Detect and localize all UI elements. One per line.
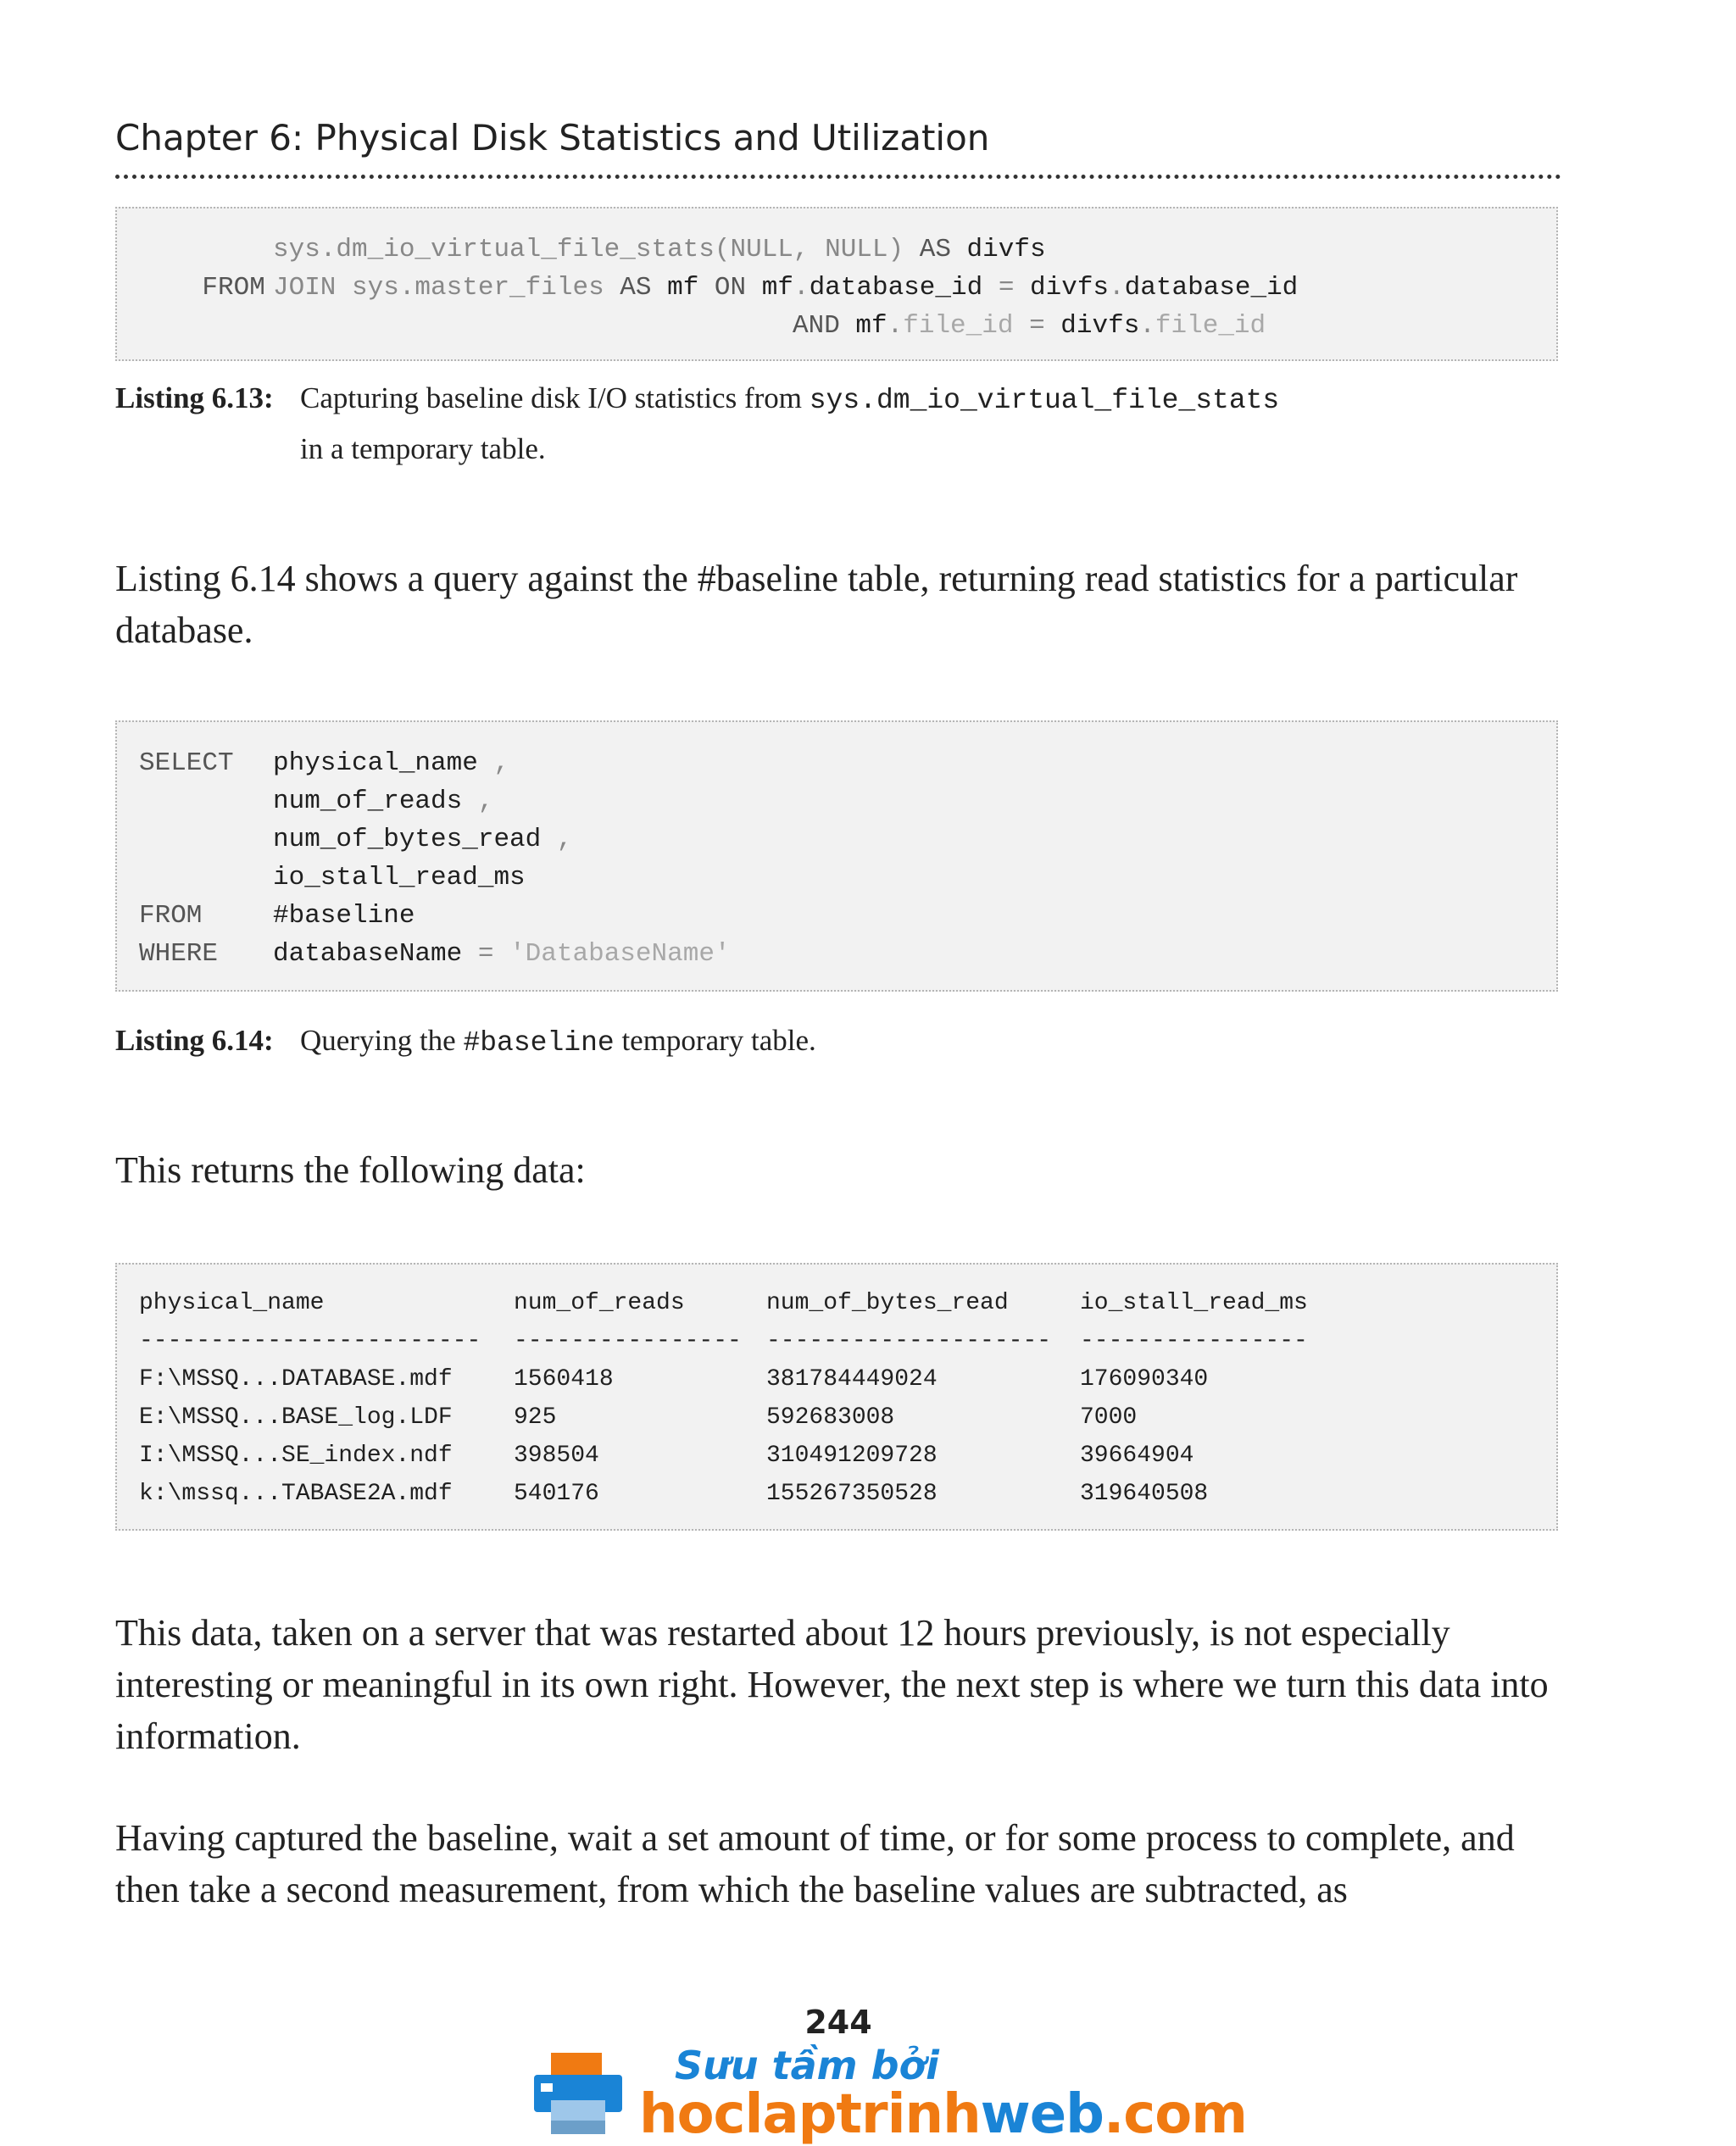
table-cell: 39664904: [1080, 1443, 1194, 1469]
code-fragment: divfs: [950, 235, 1046, 264]
code-block-listing-6-14: [115, 720, 1558, 992]
page-number: 244: [804, 2004, 872, 2041]
code-fragment: num_of_bytes_read: [273, 825, 542, 854]
table-separator: ----------------: [1080, 1328, 1308, 1354]
keyword-join: JOIN: [273, 273, 337, 303]
code-line-1-body: [273, 231, 1046, 269]
table-header-cell: num_of_reads: [514, 1290, 685, 1316]
table-cell: F:\MSSQ...DATABASE.mdf: [139, 1366, 453, 1393]
code-fragment: divfs: [1014, 273, 1110, 303]
listing-6-13-caption-text: [300, 381, 1279, 416]
chapter-title: Chapter 6: Physical Disk Statistics and Utilization: [115, 117, 990, 158]
chapter-rule: [115, 175, 1561, 179]
code-line: [139, 897, 202, 935]
table-cell: 319640508: [1080, 1481, 1209, 1507]
code-fragment: io_stall_read_ms: [273, 863, 526, 892]
table-header-cell: io_stall_read_ms: [1080, 1290, 1308, 1316]
table-separator: ------------------------: [139, 1328, 481, 1354]
results-table-block: [115, 1263, 1558, 1531]
table-cell: 155267350528: [766, 1481, 938, 1507]
keyword-select: SELECT: [139, 748, 234, 778]
caption-label: Listing 6.14:: [115, 1024, 274, 1057]
code-fragment: ,: [477, 787, 494, 816]
keyword-where: WHERE: [139, 939, 219, 969]
table-cell: I:\MSSQ...SE_index.ndf: [139, 1443, 453, 1469]
table-separator: ----------------: [514, 1328, 742, 1354]
code-line: [273, 897, 415, 935]
code-fragment: mf: [839, 311, 887, 341]
caption-code: sys.dm_io_virtual_file_stats: [809, 385, 1280, 416]
code-fragment: sys.master_files: [336, 273, 620, 303]
code-fragment: database_id: [1124, 273, 1299, 303]
listing-6-13-caption: [115, 381, 274, 415]
keyword-from: FROM: [139, 901, 203, 931]
code-fragment: databaseName: [273, 939, 463, 969]
code-line-1: [139, 231, 265, 345]
keyword-as: AS: [919, 235, 951, 264]
paragraph: Having captured the baseline, wait a set amount of time, or for some process to complete, and then take a second measurement, from which the baseline values are subtracted, as: [115, 1817, 1515, 1910]
table-cell: E:\MSSQ...BASE_log.LDF: [139, 1404, 453, 1431]
code-line-3: [793, 307, 1266, 345]
table-cell: 540176: [514, 1481, 599, 1507]
code-line: [273, 820, 572, 859]
table-cell: 7000: [1080, 1404, 1138, 1431]
watermark-site-part: hoclaptrinh: [639, 2083, 981, 2146]
table-cell: 310491209728: [766, 1443, 938, 1469]
watermark-logo: [532, 2043, 1247, 2146]
listing-6-13-caption-text-line2: in a temporary table.: [300, 432, 546, 465]
table-header-cell: num_of_bytes_read: [766, 1290, 1009, 1316]
code-line: [139, 935, 218, 973]
keyword-on: ON: [714, 273, 747, 303]
watermark-site: [639, 2083, 1247, 2146]
code-fragment: mf: [651, 273, 715, 303]
paragraph: This data, taken on a server that was restarted about 12 hours previously, is not especially interesting or meaningful in its own right. However, the next step is where we turn this data into information.: [115, 1612, 1549, 1757]
code-fragment: #baseline: [273, 901, 415, 931]
code-fragment: ,: [493, 748, 510, 778]
code-fragment: file_id: [903, 311, 1014, 341]
keyword-as: AS: [620, 273, 652, 303]
paragraph: Listing 6.14 shows a query against the #baseline table, returning read statistics for a particular database.: [115, 558, 1518, 651]
code-fragment: database_id: [809, 273, 999, 303]
code-fragment: num_of_reads: [273, 787, 463, 816]
table-cell: 1560418: [514, 1366, 614, 1393]
code-fragment: =: [1013, 311, 1061, 341]
code-line: [273, 782, 493, 820]
code-line: [273, 744, 509, 782]
code-line: [273, 935, 731, 973]
table-cell: k:\mssq...TABASE2A.mdf: [139, 1481, 453, 1507]
table-cell: 381784449024: [766, 1366, 938, 1393]
watermark-site-part: .com: [1103, 2083, 1247, 2146]
table-cell: 176090340: [1080, 1366, 1209, 1393]
table-separator: --------------------: [766, 1328, 1052, 1354]
paragraph: This returns the following data:: [115, 1149, 586, 1191]
keyword-and: AND: [793, 311, 840, 341]
code-fragment: =: [998, 273, 1015, 303]
code-fragment: .: [793, 273, 810, 303]
code-line-2: [273, 269, 1298, 307]
caption-text: temporary table.: [614, 1024, 816, 1057]
code-fragment: file_id: [1155, 311, 1266, 341]
code-fragment: .: [1139, 311, 1155, 341]
code-line: [139, 744, 234, 782]
code-fragment: .: [1109, 273, 1125, 303]
table-header-cell: physical_name: [139, 1290, 325, 1316]
table-cell: 592683008: [766, 1404, 895, 1431]
code-fragment: divfs: [1060, 311, 1140, 341]
caption-text: Capturing baseline disk I/O statistics from: [300, 381, 810, 414]
code-fragment: physical_name: [273, 748, 478, 778]
code-fragment: mf: [746, 273, 793, 303]
code-fragment: sys.dm_io_virtual_file_stats(NULL, NULL): [273, 235, 920, 264]
code-line: [273, 859, 526, 897]
caption-code: #baseline: [463, 1027, 615, 1059]
caption-text: Querying the: [300, 1024, 464, 1057]
keyword-from: FROM: [202, 273, 265, 303]
caption-label: Listing 6.13:: [115, 381, 274, 414]
listing-6-14-caption-text: [300, 1024, 816, 1059]
table-cell: 925: [514, 1404, 557, 1431]
code-literal: 'DatabaseName': [509, 939, 731, 969]
watermark-tagline: Sưu tầm bởi: [675, 2043, 939, 2088]
code-block-listing-6-13: [115, 207, 1558, 361]
printer-icon: [532, 2049, 624, 2138]
watermark-site-part: web: [980, 2083, 1104, 2146]
code-fragment: ,: [556, 825, 573, 854]
code-fragment: .: [887, 311, 904, 341]
listing-6-14-caption: [115, 1024, 274, 1058]
table-cell: 398504: [514, 1443, 599, 1469]
code-fragment: =: [477, 939, 494, 969]
